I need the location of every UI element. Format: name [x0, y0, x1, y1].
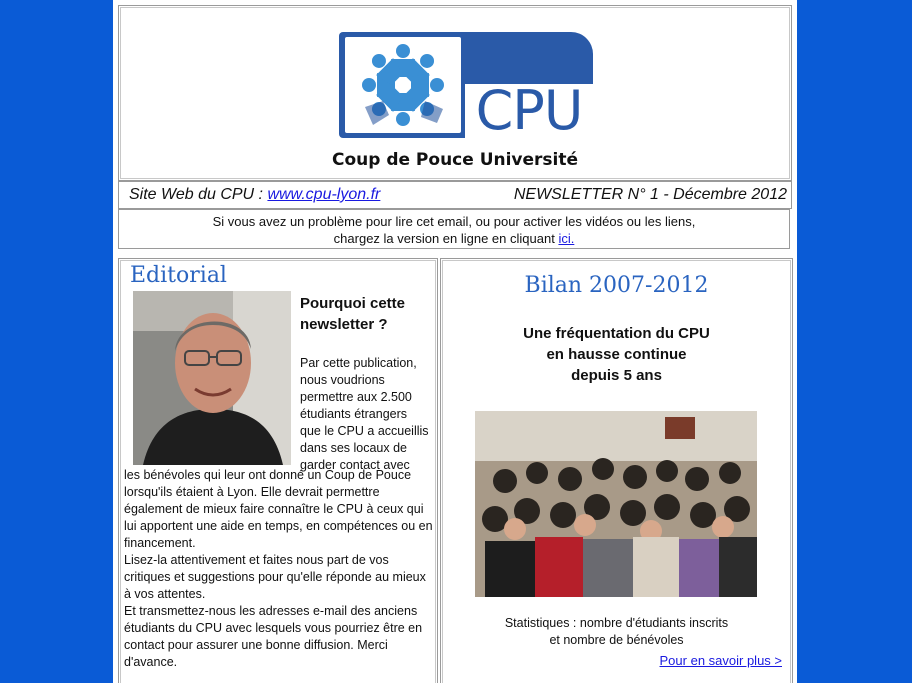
caption-line-1: Statistiques : nombre d'étudiants inscrits: [504, 616, 729, 630]
headline-line-2: en hausse continue: [546, 346, 687, 363]
group-photo: [475, 411, 757, 597]
tagline: Coup de Pouce Université: [331, 150, 579, 170]
notice-line-1: Si vous avez un problème pour lire cet email, ou pour activer les vidéos ou les liens,: [212, 214, 696, 229]
caption-line-2: et nombre de bénévoles: [549, 633, 684, 647]
site-label: Site Web du CPU :: [129, 186, 268, 203]
editorial-section: [118, 258, 438, 683]
puzzle-people-icon: [345, 37, 461, 133]
bilan-title: Bilan 2007-2012: [524, 273, 709, 298]
headline-line-1: Une fréquentation du CPU: [523, 325, 710, 342]
site-link[interactable]: www.cpu-lyon.fr: [267, 186, 381, 203]
editorial-paragraph-1: les bénévoles qui leur ont donné un Coup de Pouce lorsqu'ils étaient à Lyon. Elle devrait permettre également de mieux faire connaître le CPU à ceux qui lui apportent une aide en temps, en compétences ou en financement.: [124, 468, 433, 550]
notice-row: [118, 209, 790, 249]
bilan-headline: [441, 323, 792, 386]
editorial-paragraph-3: Et transmettez-nous les adresses e-mail des anciens étudiants du CPU avec lesquels vous pourriez être en contact pour assurer une bonne diffusion. Merci d'avance.: [124, 604, 423, 669]
newsletter-page: [113, 0, 797, 683]
site-row: [118, 181, 792, 209]
notice-line-2: [119, 230, 789, 247]
editorial-intro: Par cette publication, nous voudrions permettre aux 2.500 étudiants étrangers que le CPU a accueillis dans ses locaux de garder contact avec: [300, 356, 429, 472]
newsletter-number: NEWSLETTER N° 1 - Décembre 2012: [513, 186, 787, 203]
logo-text: CPU: [465, 84, 593, 138]
headline-line-3: depuis 5 ans: [571, 367, 662, 384]
cpu-logo: [339, 32, 595, 144]
editorial-heading: Pourquoi cette newsletter ?: [300, 295, 406, 333]
editorial-title: Editorial: [130, 263, 227, 288]
notice-text: chargez la version en ligne en cliquant: [333, 231, 559, 246]
logo-header: [118, 5, 792, 181]
online-version-link[interactable]: ici.: [558, 231, 575, 246]
site-info: [129, 186, 380, 204]
bilan-section: [440, 258, 793, 683]
editor-portrait: [133, 291, 291, 465]
editorial-body: [124, 467, 434, 671]
bilan-caption: [441, 615, 792, 649]
editorial-paragraph-2: Lisez-la attentivement et faites nous part de vos critiques et suggestions pour qu'elle réponde au mieux à vos attentes.: [124, 553, 426, 601]
read-more-link[interactable]: Pour en savoir plus >: [659, 653, 782, 668]
